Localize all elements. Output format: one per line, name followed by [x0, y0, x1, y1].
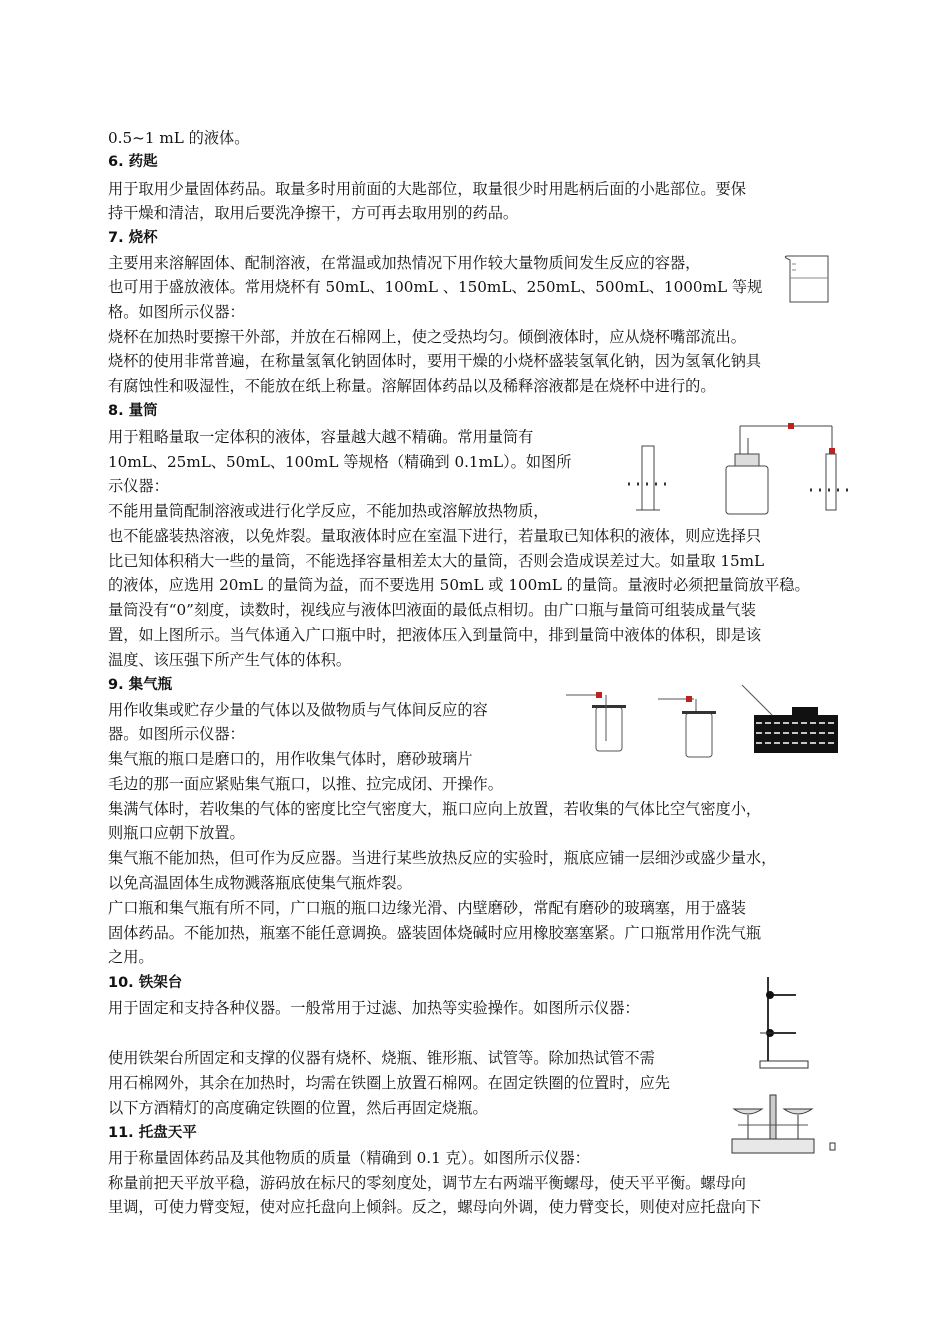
text-line: 集满气体时，若收集的气体的密度比空气密度大，瓶口应向上放置，若收集的气体比空气密度小，: [108, 800, 762, 818]
section-heading-balance: 11. 托盘天平: [108, 1125, 197, 1141]
text-line: 则瓶口应朝下放置。: [108, 824, 245, 842]
gas-collecting-bottle-icon: [566, 685, 842, 759]
text-line: 器。如图所示仪器：: [108, 725, 245, 743]
text-line: 温度、该压强下所产生气体的体积。: [108, 651, 351, 669]
text-line: 有腐蚀性和吸湿性，不能放在纸上称量。溶解固体药品以及稀释溶液都是在烧杯中进行的。: [108, 377, 716, 395]
text-line: 烧杯在加热时要擦干外部，并放在石棉网上，使之受热均匀。倾倒液体时，应从烧杯嘴部流出。: [108, 328, 746, 346]
text-line: 以下方酒精灯的高度确定铁圈的位置，然后再固定烧瓶。: [108, 1099, 488, 1117]
text-line: 不能用量筒配制溶液或进行化学反应，不能加热或溶解放热物质，: [108, 502, 549, 520]
text-line: 使用铁架台所固定和支撑的仪器有烧杯、烧瓶、锥形瓶、试管等。除加热试管不需: [108, 1049, 655, 1067]
text-line: 置，如上图所示。当气体通入广口瓶中时，把液体压入到量筒中，排到量筒中液体的体积，即是该: [108, 626, 762, 644]
text-line: 以免高温固体生成物溅落瓶底使集气瓶炸裂。: [108, 874, 412, 892]
text-line: 称量前把天平放平稳，游码放在标尺的零刻度处，调节左右两端平衡螺母，使天平平衡。螺母向: [108, 1174, 746, 1192]
text-line: 固体药品。不能加热，瓶塞不能任意调换。盛装固体烧碱时应用橡胶塞塞紧。广口瓶常用作洗气瓶: [108, 924, 762, 942]
section-heading-iron-stand: 10. 铁架台: [108, 975, 183, 991]
text-line: 烧杯的使用非常普遍，在称量氢氧化钠固体时，要用干燥的小烧杯盛装氢氧化钠，因为氢氧化钠具: [108, 352, 762, 370]
text-line: 比已知体积稍大一些的量筒，不能选择容量相差太大的量筒，否则会造成误差过大。如量取 15mL: [108, 552, 765, 570]
gas-measuring-apparatus-icon: [620, 418, 852, 518]
text-line: 用于取用少量固体药品。取量多时用前面的大匙部位，取量很少时用匙柄后面的小匙部位。要保: [108, 180, 746, 198]
text-line: 用作收集或贮存少量的气体以及做物质与气体间反应的容: [108, 701, 488, 719]
text-line: 0.5~1 mL 的液体。: [108, 129, 250, 147]
section-heading-spoon: 6. 药匙: [108, 154, 158, 170]
text-line: 用于称量固体药品及其他物质的质量（精确到 0.1 克）。如图所示仪器：: [108, 1149, 590, 1167]
text-line: 主要用来溶解固体、配制溶液，在常温或加热情况下用作较大量物质间发生反应的容器，: [108, 254, 701, 272]
text-line: 10mL、25mL、50mL、100mL 等规格（精确到 0.1mL）。如图所: [108, 453, 572, 471]
text-line: 示仪器：: [108, 477, 169, 495]
iron-stand-icon: [756, 975, 812, 1071]
section-heading-gas-bottle: 9. 集气瓶: [108, 677, 173, 693]
text-line: 广口瓶和集气瓶有所不同，广口瓶的瓶口边缘光滑、内壁磨砂，常配有磨砂的玻璃塞，用于盛装: [108, 899, 746, 917]
text-line: 的液体，应选用 20mL 的量筒为益，而不要选用 50mL 或 100mL 的量筒。量液时必须把量筒放平稳。: [108, 576, 810, 594]
text-line: 毛边的那一面应紧贴集气瓶口，以推、拉完成闭、开操作。: [108, 775, 503, 793]
text-line: 之用。: [108, 948, 154, 966]
text-line: 格。如图所示仪器：: [108, 303, 245, 321]
section-heading-cylinder: 8. 量筒: [108, 403, 158, 419]
text-line: 也不能盛装热溶液，以免炸裂。量取液体时应在室温下进行，若量取已知体积的液体，则应选择只: [108, 527, 762, 545]
text-line: 集气瓶的瓶口是磨口的，用作收集气体时，磨砂玻璃片: [108, 750, 473, 768]
section-heading-beaker: 7. 烧杯: [108, 230, 158, 246]
tray-balance-icon: [724, 1093, 840, 1165]
text-line: 持干燥和清洁，取用后要洗净擦干，方可再去取用别的药品。: [108, 204, 519, 222]
text-line: 用于粗略量取一定体积的液体，容量越大越不精确。常用量筒有: [108, 428, 534, 446]
text-line: 集气瓶不能加热，但可作为反应器。当进行某些放热反应的实验时，瓶底应铺一层细沙或盛少量水，: [108, 849, 777, 867]
text-line: 用石棉网外，其余在加热时，均需在铁圈上放置石棉网。在固定铁圈的位置时，应先: [108, 1074, 670, 1092]
beaker-icon: [782, 252, 832, 306]
text-line: 量筒没有“0”刻度，读数时，视线应与液体凹液面的最低点相切。由广口瓶与量筒可组装成量气装: [108, 601, 756, 619]
text-line: 用于固定和支持各种仪器。一般常用于过滤、加热等实验操作。如图所示仪器：: [108, 999, 640, 1017]
text-line: 里调，可使力臂变短，使对应托盘向上倾斜。反之，螺母向外调，使力臂变长，则使对应托盘向下: [108, 1198, 762, 1216]
text-line: 也可用于盛放液体。常用烧杯有 50mL、100mL 、150mL、250mL、500mL、1000mL 等规: [108, 278, 763, 296]
